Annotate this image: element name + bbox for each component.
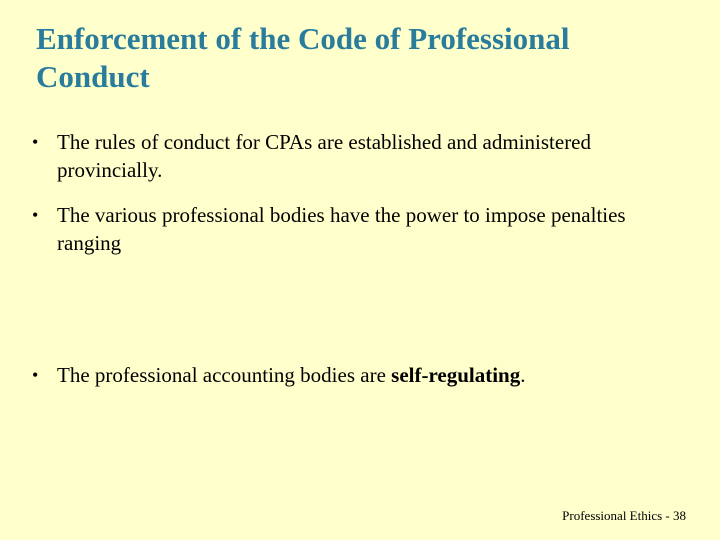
bullet-text — [57, 361, 680, 389]
bullet-text-end: . — [520, 363, 526, 387]
bullet-marker: • — [32, 132, 39, 152]
bullet-text-lead: The professional accounting bodies are — [57, 363, 392, 387]
bullet-text: The rules of conduct for CPAs are established and administered provincially. — [57, 130, 592, 182]
bullet-marker: • — [32, 365, 39, 385]
bullet-item — [30, 128, 680, 184]
slide-footer: Professional Ethics - 38 — [562, 508, 686, 523]
bullet-item — [30, 201, 680, 257]
bullet-text: The various professional bodies have the power to impose penalties ranging — [57, 203, 626, 255]
bullet-marker: • — [32, 205, 39, 225]
bullet-item — [30, 361, 680, 389]
bullet-text-emphasis: self-regulating — [391, 363, 521, 387]
slide-title: Enforcement of the Code of Professional Conduct — [36, 21, 570, 94]
